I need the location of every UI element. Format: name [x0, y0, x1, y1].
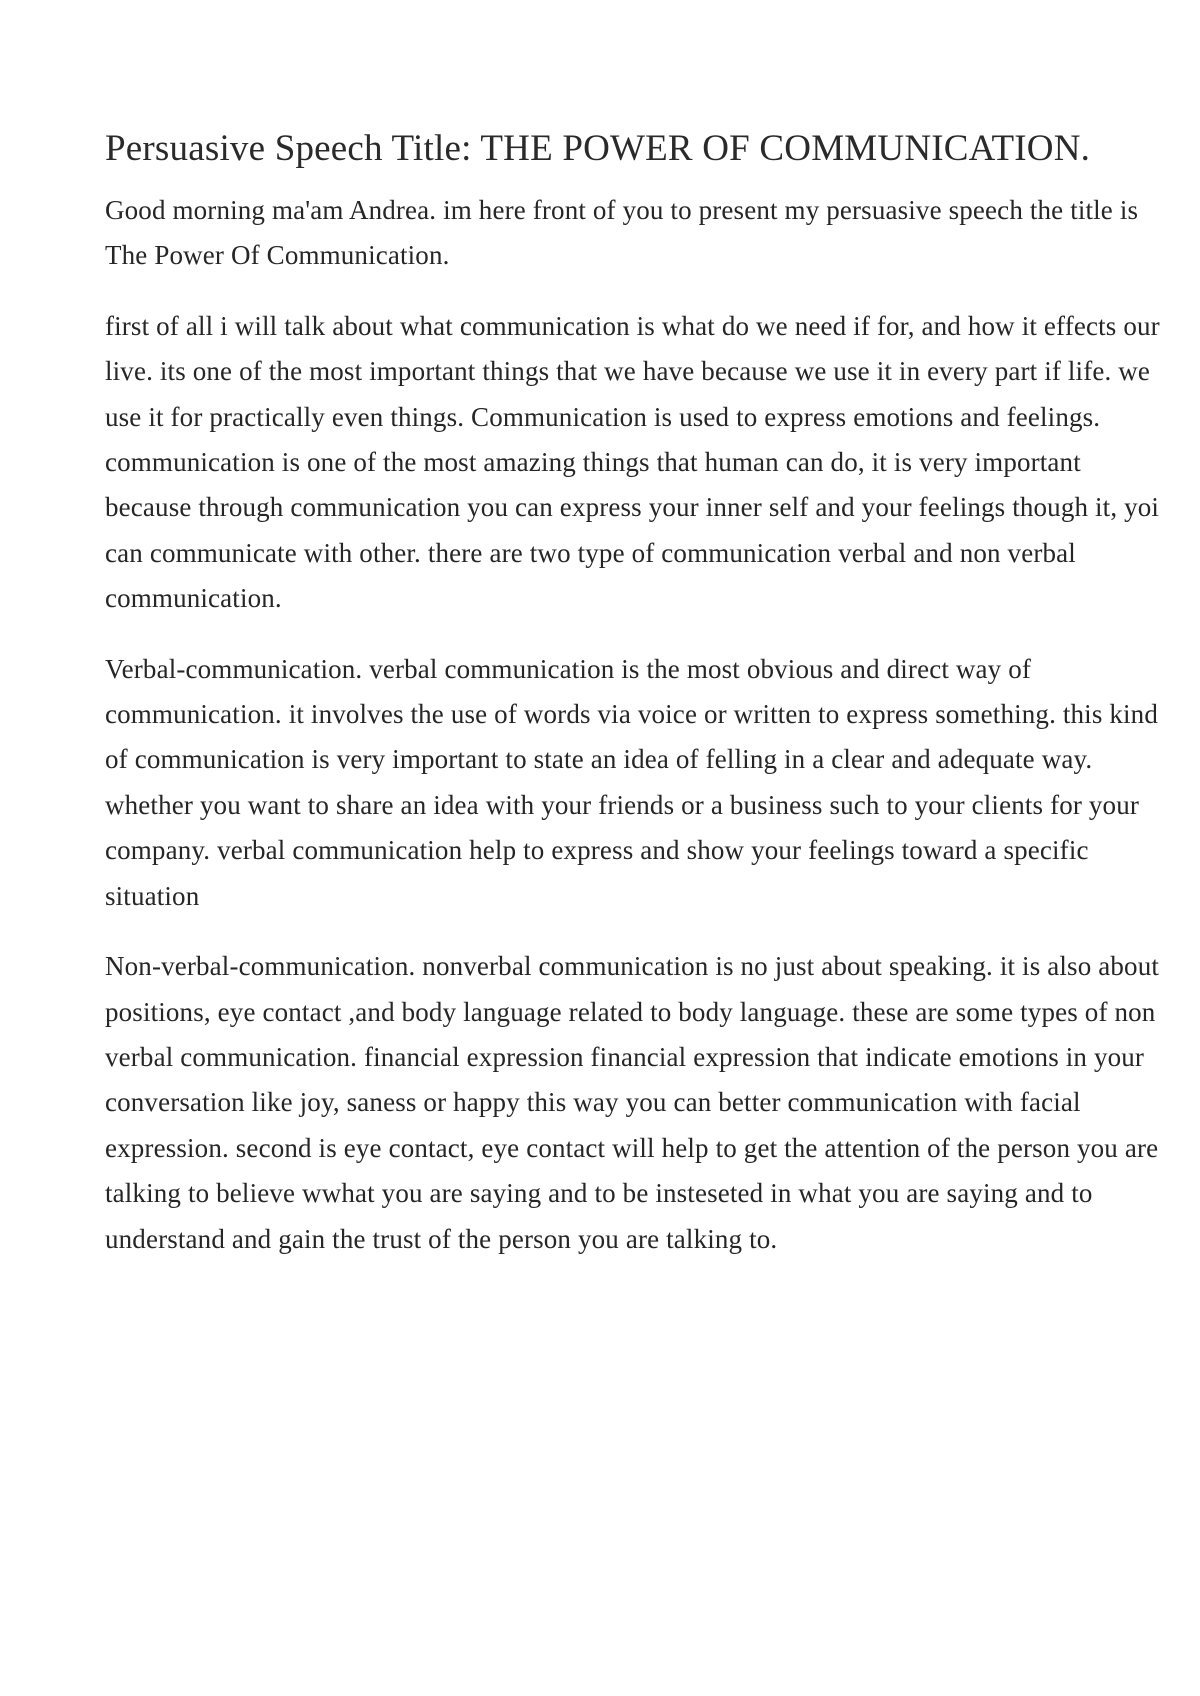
document-page: [105, 118, 1165, 1287]
paragraph-greeting: Good morning ma'am Andrea. im here front of you to present my persuasive speech the title is The Power Of Communication.: [105, 195, 1139, 271]
speech-title: Persuasive Speech Title: THE POWER OF COMMUNICATION.: [105, 128, 1091, 169]
paragraph-nonverbal-communication: Non-verbal-communication. nonverbal communication is no just about speaking. it is also about positions, eye contact ,and body language related to body language. these are some types of non verbal communication. financial expression financial expression that indicate emotions in your conversation like joy, saness or happy this way you can better communication with facial expression. second is eye contact, eye contact will help to get the attention of the person you are talking to believe wwhat you are saying and to be insteseted in what you are saying and to understand and gain the trust of the person you are talking to.: [105, 951, 1159, 1254]
paragraph-introduction: first of all i will talk about what communication is what do we need if for, and how it effects our live. its one of the most important things that we have because we use it in every part if life. we use it for practically even things. Communication is used to express emotions and feelings. communication is one of the most amazing things that human can do, it is very important because through communication you can express your inner self and your feelings though it, yoi can communicate with other. there are two type of communication verbal and non verbal communication.: [105, 310, 1160, 614]
paragraph-verbal-communication: Verbal-communication. verbal communication is the most obvious and direct way of communication. it involves the use of words via voice or written to express something. this kind of communication is very important to state an idea of felling in a clear and adequate way. whether you want to share an idea with your friends or a business such to your clients for your company. verbal communication help to express and show your feelings toward a specific situation: [105, 653, 1158, 911]
